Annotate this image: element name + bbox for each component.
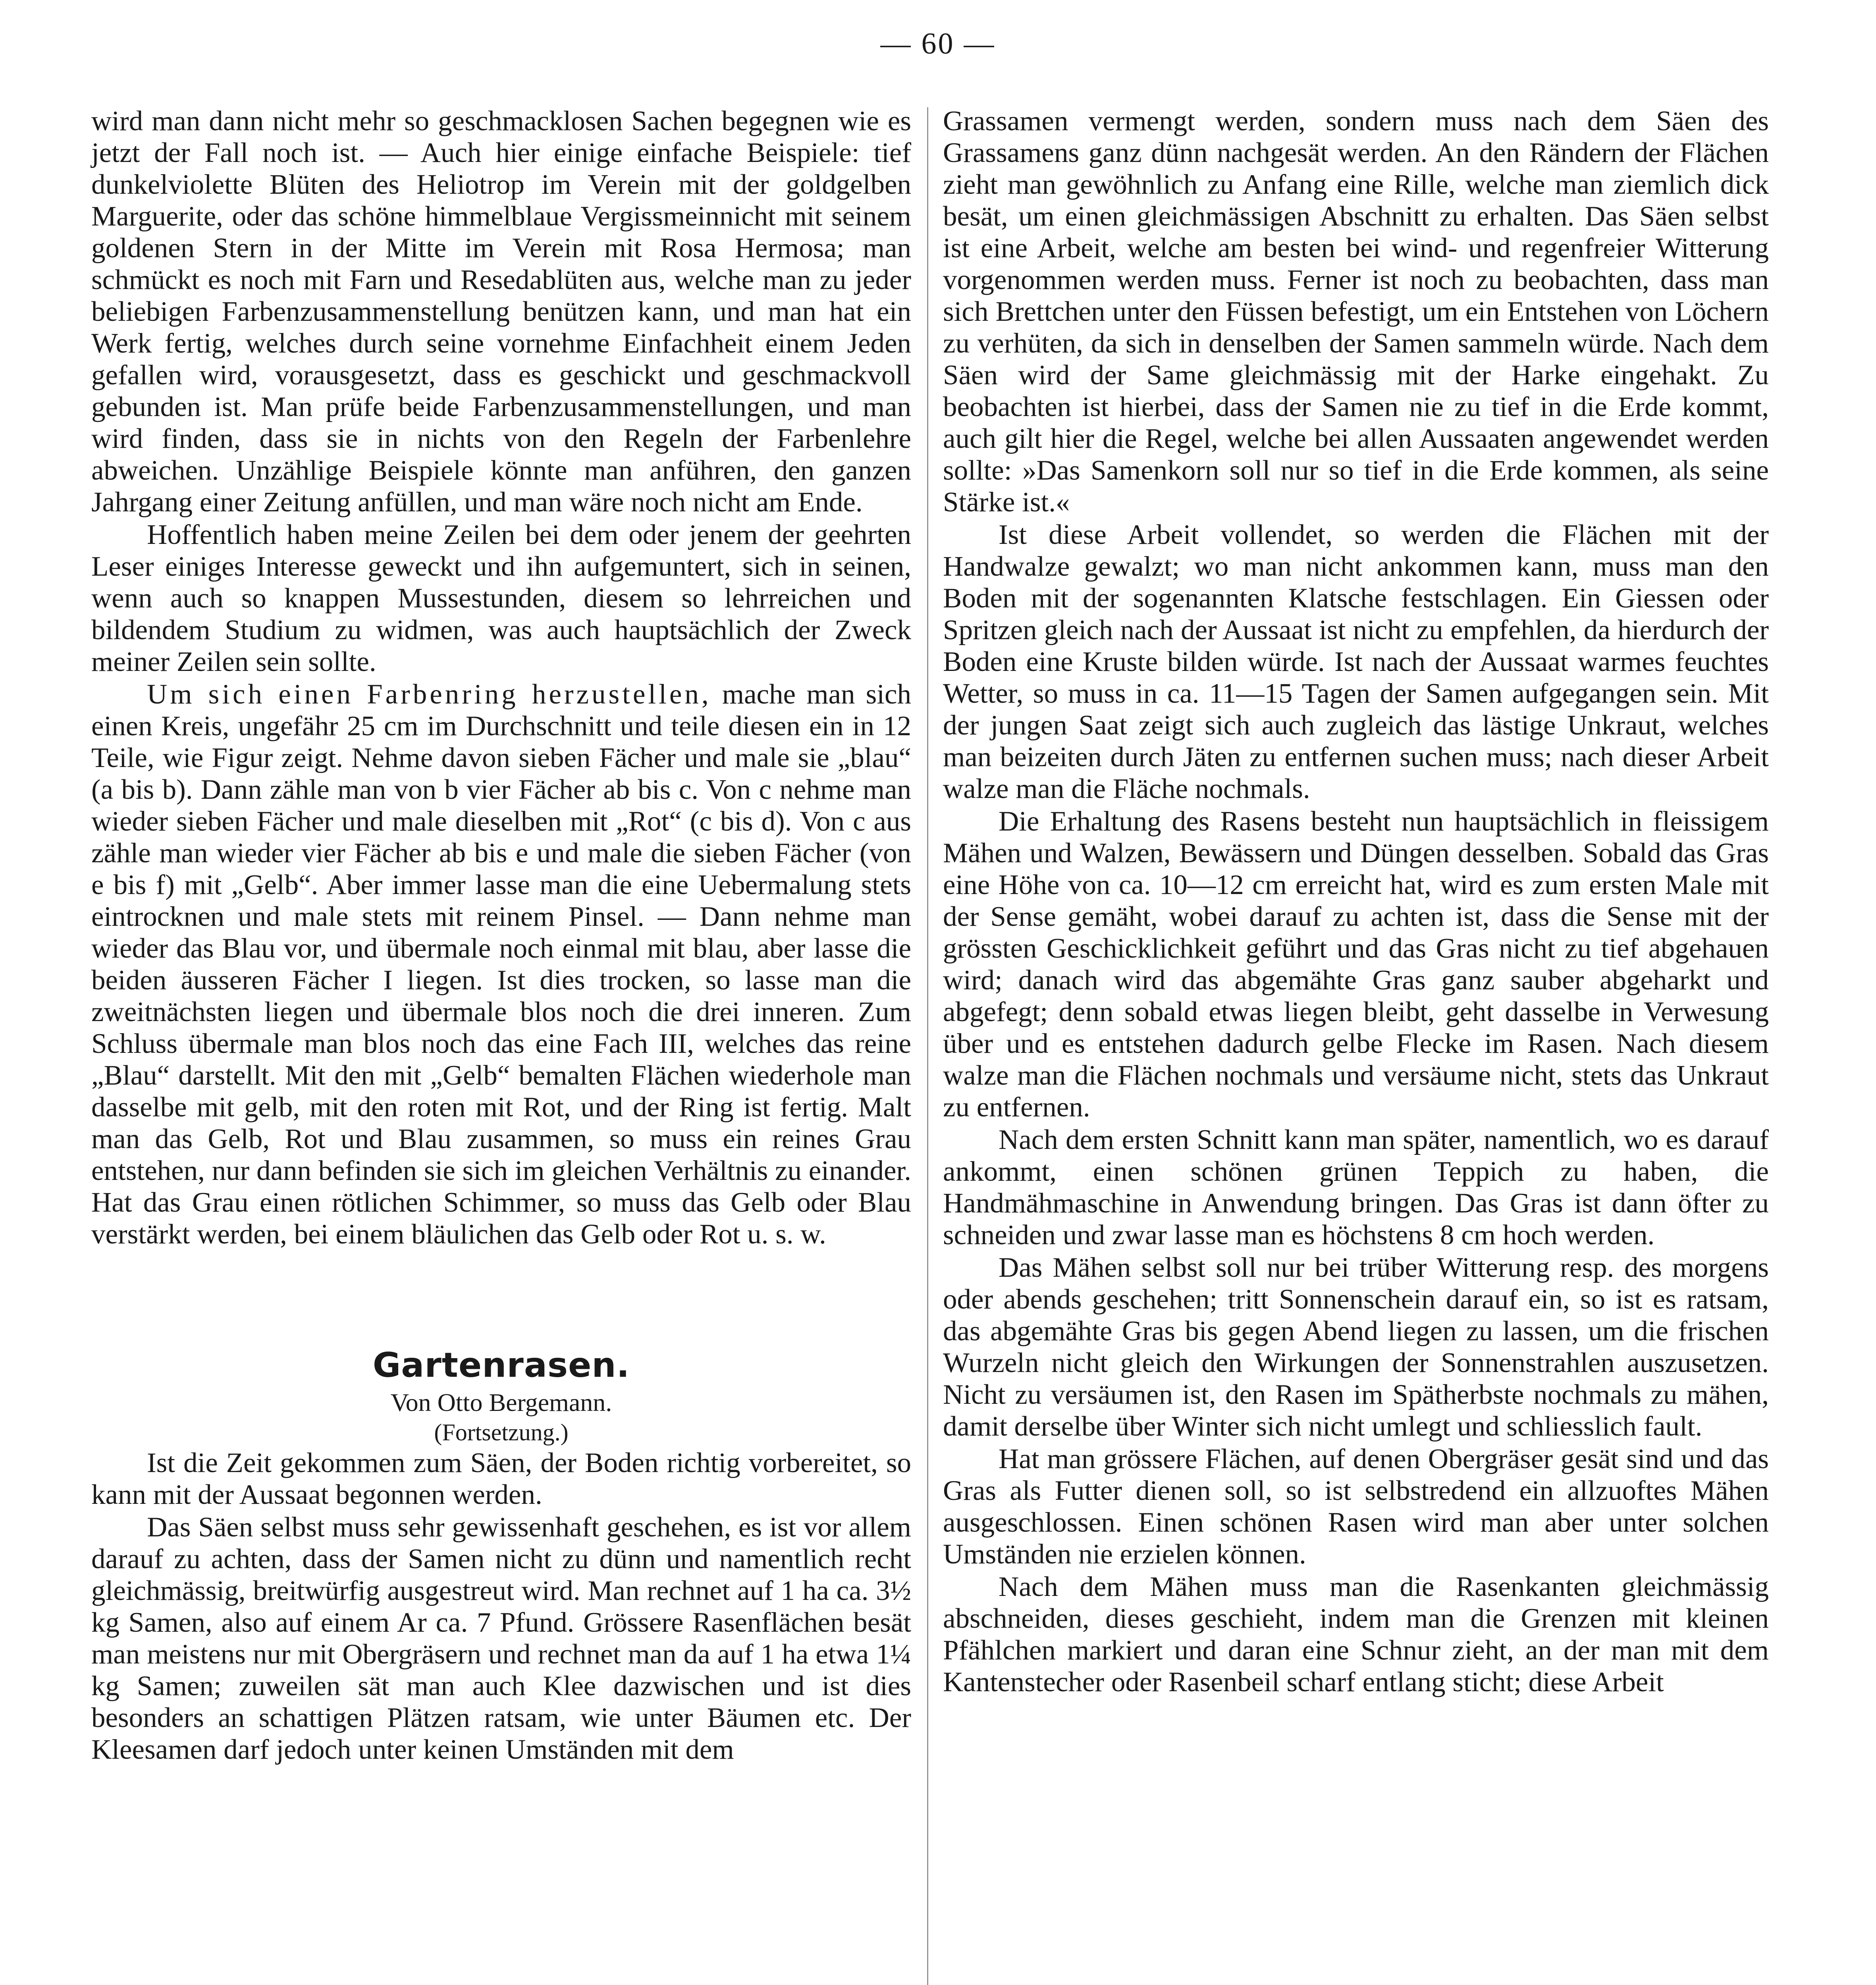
right-column (943, 105, 1769, 1698)
paragraph: Nach dem Mähen muss man die Rasenkanten gleichmässig abschneiden, dieses geschieht, indem man die Grenzen mit kleinen Pfählchen markiert und daran eine Schnur zieht, an der man mit dem Kantenstecher oder Rasenbeil scharf entlang sticht; diese Arbeit (943, 1571, 1769, 1698)
article-title: Gartenrasen. (372, 1345, 630, 1385)
article-author: Von Otto Bergemann. (390, 1388, 612, 1416)
paragraph: Hat man grössere Flächen, auf denen Obergräser gesät sind und das Gras als Futter dienen soll, so ist selbstredend ein allzuoftes Mähen ausgeschlossen. Einen schönen Rasen wird man aber unter solchen Umständen nie erzielen können. (943, 1443, 1769, 1570)
spaced-lead: Um sich einen Farbenring herzustellen, (147, 679, 711, 710)
left-column (91, 105, 911, 1765)
paragraph: Grassamen vermengt werden, sondern muss nach dem Säen des Grassamens ganz dünn nachgesät werden. An den Rändern der Flächen zieht man gewöhnlich zu Anfang eine Rille, welche man ziemlich dick besät, um einen gleichmässigen Abschnitt zu erhalten. Das Säen selbst ist eine Arbeit, welche am besten bei wind- und regenfreier Witterung vorgenommen werden muss. Ferner ist noch zu beobachten, dass man sich Brettchen unter den Füssen befestigt, um ein Entstehen von Löchern zu verhüten, da sich in denselben der Samen sammeln würde. Nach dem Säen wird der Same gleichmässig mit der Harke eingehakt. Zu beobachten ist hierbei, dass der Samen nie zu tief in die Erde kommt, auch gilt hier die Regel, welche bei allen Aussaaten angewendet werden sollte: »Das Samenkorn soll nur so tief in die Erde kommen, als seine Stärke ist.« (943, 106, 1769, 518)
paragraph-text: mache man sich einen Kreis, ungefähr 25 cm im Durchschnitt und teile diesen ein in 12 Teile, wie Figur zeigt. Nehme davon sieben Fächer und male sie „blau“ (a bis b). Dann zähle man von b vier Fächer ab bis c. Von c nehme man wieder sieben Fächer und male dieselben mit „Rot“ (c bis d). Von c aus zähle man wieder vier Fächer ab bis e und male die sieben Fächer (von e bis f) mit „Gelb“. Aber immer lasse man die eine Uebermalung stets eintrocknen und male stets mit reinem Pinsel. — Dann nehme man wieder das Blau vor, und übermale noch einmal mit blau, aber lasse die beiden äusseren Fächer I liegen. Ist dies trocken, so lasse man die zweitnächsten liegen und übermale blos noch die drei inneren. Zum Schluss übermale man blos noch das eine Fach III, welches das reine „Blau“ darstellt. Mit den mit „Gelb“ bemalten Flächen wiederhole man dasselbe mit gelb, mit den roten mit Rot, und der Ring ist fertig. Malt man das Gelb, Rot und Blau zusammen, so muss ein reines Grau entstehen, nur dann befinden sie sich im gleichen Verhältnis zu einander. Hat das Grau einen rötlichen Schimmer, so muss das Gelb oder Blau verstärkt werden, bei einem bläulichen das Gelb oder Rot u. s. w. (91, 679, 912, 1250)
paragraph: Ist diese Arbeit vollendet, so werden die Flächen mit der Handwalze gewalzt; wo man nicht ankommen kann, muss man den Boden mit der sogenannten Klatsche festschlagen. Ein Giessen oder Spritzen gleich nach der Aussaat ist nicht zu empfehlen, da hierdurch der Boden eine Kruste bilden würde. Ist nach der Aussaat warmes feuchtes Wetter, so muss in ca. 11—15 Tagen der Samen aufgegangen sein. Mit der jungen Saat zeigt sich auch zugleich das lästige Unkraut, welches man beizeiten durch Jäten zu entfernen suchen muss; nach dieser Arbeit walze man die Fläche nochmals. (943, 519, 1769, 804)
paragraph: Das Säen selbst muss sehr gewissenhaft geschehen, es ist vor allem darauf zu achten, dass der Samen nicht zu dünn und namentlich recht gleichmässig, breitwürfig ausgestreut wird. Man rechnet auf 1 ha ca. 3½ kg Samen, also auf einem Ar ca. 7 Pfund. Grössere Rasenflächen besät man meistens nur mit Obergräsern und rechnet man da auf 1 ha etwa 1¼ kg Samen; zuweilen sät man auch Klee dazwischen und ist dies besonders an schattigen Plätzen ratsam, wie unter Bäumen etc. Der Kleesamen darf jedoch unter keinen Umständen mit dem (91, 1512, 911, 1765)
paragraph: Nach dem ersten Schnitt kann man später, namentlich, wo es darauf ankommt, einen schönen grünen Teppich zu haben, die Handmähmaschine in Anwendung bringen. Das Gras ist dann öfter zu schneiden und zwar lasse man es höchstens 8 cm hoch werden. (943, 1124, 1769, 1251)
paragraph: Die Erhaltung des Rasens besteht nun hauptsächlich in fleissigem Mähen und Walzen, Bewässern und Düngen desselben. Sobald das Gras eine Höhe von ca. 10—12 cm erreicht hat, wird es zum ersten Male mit der Sense gemäht, wobei darauf zu achten ist, dass die Sense mit der grössten Geschicklichkeit geführt und das Gras nicht zu tief abgehauen wird; danach wird das abgemähte Gras ganz sauber abgeharkt und abgefegt; denn sobald etwas liegen bleibt, geht dasselbe in Verwesung über und es entstehen dadurch gelbe Flecke im Rasen. Nach diesem walze man die Flächen nochmals und versäume nicht, stets das Unkraut zu entfernen. (943, 806, 1769, 1123)
page-number: — 60 — (880, 27, 996, 60)
paragraph: Ist die Zeit gekommen zum Säen, der Boden richtig vorbereitet, so kann mit der Aussaat begonnen werden. (91, 1447, 911, 1510)
paragraph (91, 678, 911, 1250)
article-heading (91, 1345, 911, 1447)
paragraph: Hoffentlich haben meine Zeilen bei dem oder jenem der geehrten Leser einiges Interesse geweckt und ihn aufgemuntert, sich in seinen, wenn auch so knappen Mussestunden, diesem so lehrreichen und bildendem Studium zu widmen, was auch hauptsächlich der Zweck meiner Zeilen sein sollte. (91, 519, 911, 677)
paragraph: wird man dann nicht mehr so geschmacklosen Sachen begegnen wie es jetzt der Fall noch ist. — Auch hier einige einfache Beispiele: tief dunkelviolette Blüten des Heliotrop im Verein mit der goldgelben Marguerite, oder das schöne himmelblaue Vergissmeinnicht mit seinem goldenen Stern in der Mitte im Verein mit Rosa Hermosa; man schmückt es noch mit Farn und Resedablüten aus, welche man zu jeder beliebigen Farbenzusammenstellung benützen kann, und man hat ein Werk fertig, welches durch seine vornehme Einfachheit einem Jeden gefallen wird, vorausgesetzt, dass es geschickt und geschmackvoll gebunden ist. Man prüfe beide Farbenzusammenstellungen, und man wird finden, dass sie in nichts von den Regeln der Farbenlehre abweichen. Unzählige Beispiele könnte man anführen, den ganzen Jahrgang einer Zeitung anfüllen, und man wäre noch nicht am Ende. (91, 106, 911, 518)
column-divider (927, 107, 928, 1985)
article-note: (Fortsetzung.) (434, 1419, 569, 1445)
paragraph: Das Mähen selbst soll nur bei trüber Witterung resp. des morgens oder abends geschehen; tritt Sonnenschein darauf ein, so ist es ratsam, das abgemähte Gras bis gegen Abend liegen zu lassen, um die frischen Wurzeln nicht gleich den Wirkungen der Sonnenstrahlen auszusetzen. Nicht zu versäumen ist, den Rasen im Spätherbste nochmals zu mähen, damit derselbe über Winter sich nicht umlegt und schliesslich fault. (943, 1252, 1769, 1442)
